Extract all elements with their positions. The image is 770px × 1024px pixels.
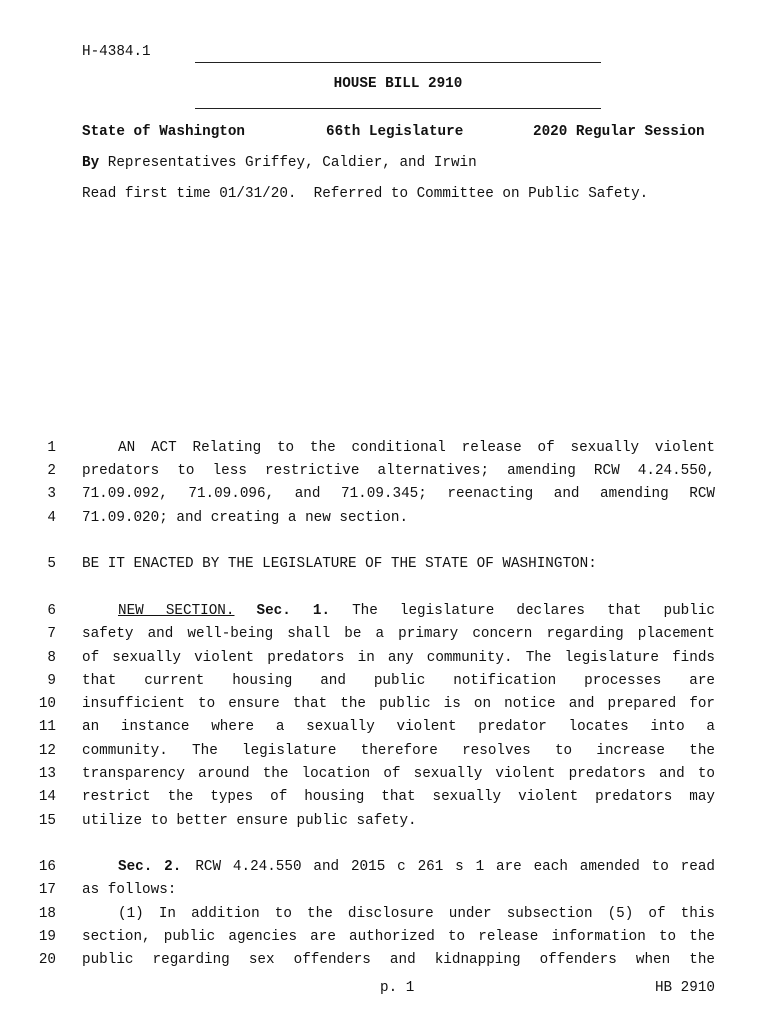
sponsors: Representatives Griffey, Caldier, and Irwin — [107, 155, 477, 171]
bill-text-line: an instance where a sexually violent predator locates into a — [82, 719, 715, 735]
line-number: 20 — [38, 952, 56, 968]
bill-text-line: section, public agencies are authorized to release information to the — [82, 929, 715, 945]
bill-text-line: transparency around the location of sexually violent predators and to — [82, 766, 715, 782]
line-number: 18 — [38, 906, 56, 922]
line-number: 3 — [47, 486, 56, 502]
line-number: 1 — [47, 440, 56, 456]
line-number: 16 — [38, 859, 56, 875]
line-number: 17 — [38, 882, 56, 898]
line-number: 14 — [38, 789, 56, 805]
line-number: 13 — [38, 766, 56, 782]
session-label: 2020 Regular Session — [533, 124, 705, 140]
sponsors-line — [82, 155, 477, 171]
line-number: 5 — [47, 556, 56, 572]
page-number: p. 1 — [380, 980, 415, 996]
bill-text-line: 71.09.092, 71.09.096, and 71.09.345; reenacting and amending RCW — [82, 486, 715, 502]
bill-text-fragment: RCW 4.24.550 and 2015 c 261 s 1 are each amended to read — [195, 859, 715, 875]
section-number: Sec. 1. — [256, 603, 331, 619]
line-number: 4 — [47, 510, 56, 526]
bill-text-line: safety and well-being shall be a primary concern regarding placement — [82, 626, 715, 642]
bill-title: HOUSE BILL 2910 — [333, 76, 463, 92]
bill-text-line: insufficient to ensure that the public is on notice and prepared for — [82, 696, 715, 712]
line-number: 12 — [38, 743, 56, 759]
line-number: 19 — [38, 929, 56, 945]
bill-text-line: utilize to better ensure public safety. — [82, 813, 417, 829]
bill-text-line: (1) In addition to the disclosure under subsection (5) of this — [118, 906, 715, 922]
state-label: State of Washington — [82, 124, 246, 140]
bill-text-line: community. The legislature therefore resolves to increase the — [82, 743, 715, 759]
section-2-heading-line — [82, 859, 715, 875]
line-number: 7 — [47, 626, 56, 642]
bill-text-line: as follows: — [82, 882, 177, 898]
bill-text-line: AN ACT Relating to the conditional release of sexually violent — [118, 440, 715, 456]
section-number: Sec. 2. — [118, 859, 182, 875]
line-number: 6 — [47, 603, 56, 619]
line-number: 2 — [47, 463, 56, 479]
bottom-rule — [195, 108, 601, 109]
bill-text-line: 71.09.020; and creating a new section. — [82, 510, 409, 526]
enacting-clause: BE IT ENACTED BY THE LEGISLATURE OF THE STATE OF WASHINGTON: — [82, 556, 597, 572]
line-number: 10 — [38, 696, 56, 712]
section-1-heading-line — [82, 603, 715, 619]
bill-text-line: predators to less restrictive alternatives; amending RCW 4.24.550, — [82, 463, 715, 479]
read-note: Read first time 01/31/20. Referred to Committee on Public Safety. — [82, 186, 649, 202]
document-id: H-4384.1 — [82, 44, 151, 60]
by-label: By — [82, 155, 100, 171]
new-section-label: NEW SECTION. — [118, 603, 235, 619]
bill-text-line: that current housing and public notification processes are — [82, 673, 715, 689]
top-rule — [195, 62, 601, 63]
footer-bill-ref: HB 2910 — [654, 980, 715, 996]
bill-text-line: public regarding sex offenders and kidnapping offenders when the — [82, 952, 715, 968]
legislature-label: 66th Legislature — [326, 124, 464, 140]
bill-text-line: of sexually violent predators in any community. The legislature finds — [82, 650, 715, 666]
bill-text-line: restrict the types of housing that sexually violent predators may — [82, 789, 715, 805]
line-number: 9 — [47, 673, 56, 689]
line-number: 11 — [38, 719, 56, 735]
line-number: 15 — [38, 813, 56, 829]
line-number: 8 — [47, 650, 56, 666]
bill-text-fragment: The legislature declares that public — [352, 603, 715, 619]
